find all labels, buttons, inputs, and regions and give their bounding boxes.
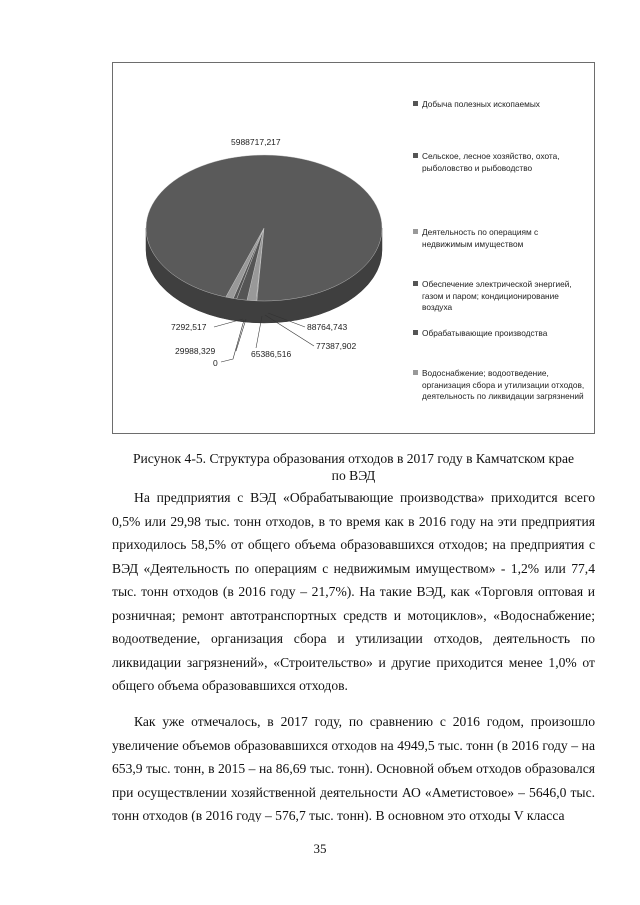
legend-swatch	[413, 281, 418, 286]
legend-label: Деятельность по операциям с недвижимым имуществом	[422, 227, 539, 249]
legend-item-water-supply	[413, 368, 589, 403]
legend-swatch	[413, 229, 418, 234]
paragraph-1: На предприятия с ВЭД «Обрабатывающие производства» приходится всего 0,5% или 29,98 тыс. тонн отходов, в то время как в 2016 году на эти предприятия приходилось 58,5% от общего объема образовавшихся отходов; на предприятия с ВЭД «Деятельность по операциям с недвижимым имуществом» - 1,2% или 77,4 тыс. тонн отходов (в 2016 году – 21,7%). На такие ВЭД, как «Торговля оптовая и розничная; ремонт автотранспортных средств и мотоциклов», «Водоснабжение; водоотведение, организация сбора и утилизации отходов, деятельность по ликвидации загрязнений», «Строительство» и другие приходится менее 1,0% от общего объема образовавшихся отходов.	[112, 490, 595, 693]
legend-label: Добыча полезных ископаемых	[422, 99, 540, 109]
leader-line	[236, 319, 246, 351]
pie-chart-frame	[112, 62, 595, 434]
leader-line	[221, 320, 244, 362]
pie-slice	[146, 155, 382, 301]
caption-line-1: Рисунок 4-5. Структура образования отходов в 2017 году в Камчатском крае	[132, 451, 575, 466]
legend-item-agriculture	[413, 151, 589, 174]
legend-item-real-estate	[413, 227, 589, 250]
caption-line-2: по ВЭД	[331, 468, 376, 483]
paragraph-2: Как уже отмечалось, в 2017 году, по сравнению с 2016 годом, произошло увеличение объемов образовавшихся отходов на 4949,5 тыс. тонн (в 2016 году – на 653,9 тыс. тонн, в 2015 – на 86,69 тыс. тонн). Основной объем отходов образовался при осуществлении хозяйственной деятельности АО «Аметистовое» – 5646,0 тыс. тонн отходов (в 2016 году – 576,7 тыс. тонн). В основном это отходы V класса	[112, 714, 595, 822]
legend-swatch	[413, 153, 418, 158]
data-label: 65386,516	[251, 349, 292, 359]
legend-label: Обрабатывающие производства	[422, 328, 548, 338]
legend-label: Водоснабжение; водоотведение, организация сбора и утилизации отходов, деятельность по ликвидации загрязнений	[422, 368, 585, 401]
data-label: 7292,517	[171, 322, 207, 332]
legend-swatch	[413, 370, 418, 375]
data-label: 29988,329	[175, 346, 216, 356]
leader-line	[214, 319, 243, 327]
legend-swatch	[413, 101, 418, 106]
figure-caption	[112, 450, 595, 484]
legend-label: Обеспечение электрической энергией, газом и паром; кондиционирование воздуха	[422, 279, 572, 312]
legend-label: Сельское, лесное хозяйство, охота, рыболовство и рыбоводство	[422, 151, 560, 173]
legend-swatch	[413, 330, 418, 335]
data-label: 0	[213, 358, 218, 368]
page-number: 35	[313, 841, 327, 856]
data-label: 5988717,217	[231, 137, 281, 147]
legend-item-electricity	[413, 279, 589, 314]
data-label: 88764,743	[307, 322, 348, 332]
legend-item-manufacturing	[413, 328, 589, 340]
data-label: 77387,902	[316, 341, 357, 351]
legend-item-mining	[413, 99, 589, 111]
